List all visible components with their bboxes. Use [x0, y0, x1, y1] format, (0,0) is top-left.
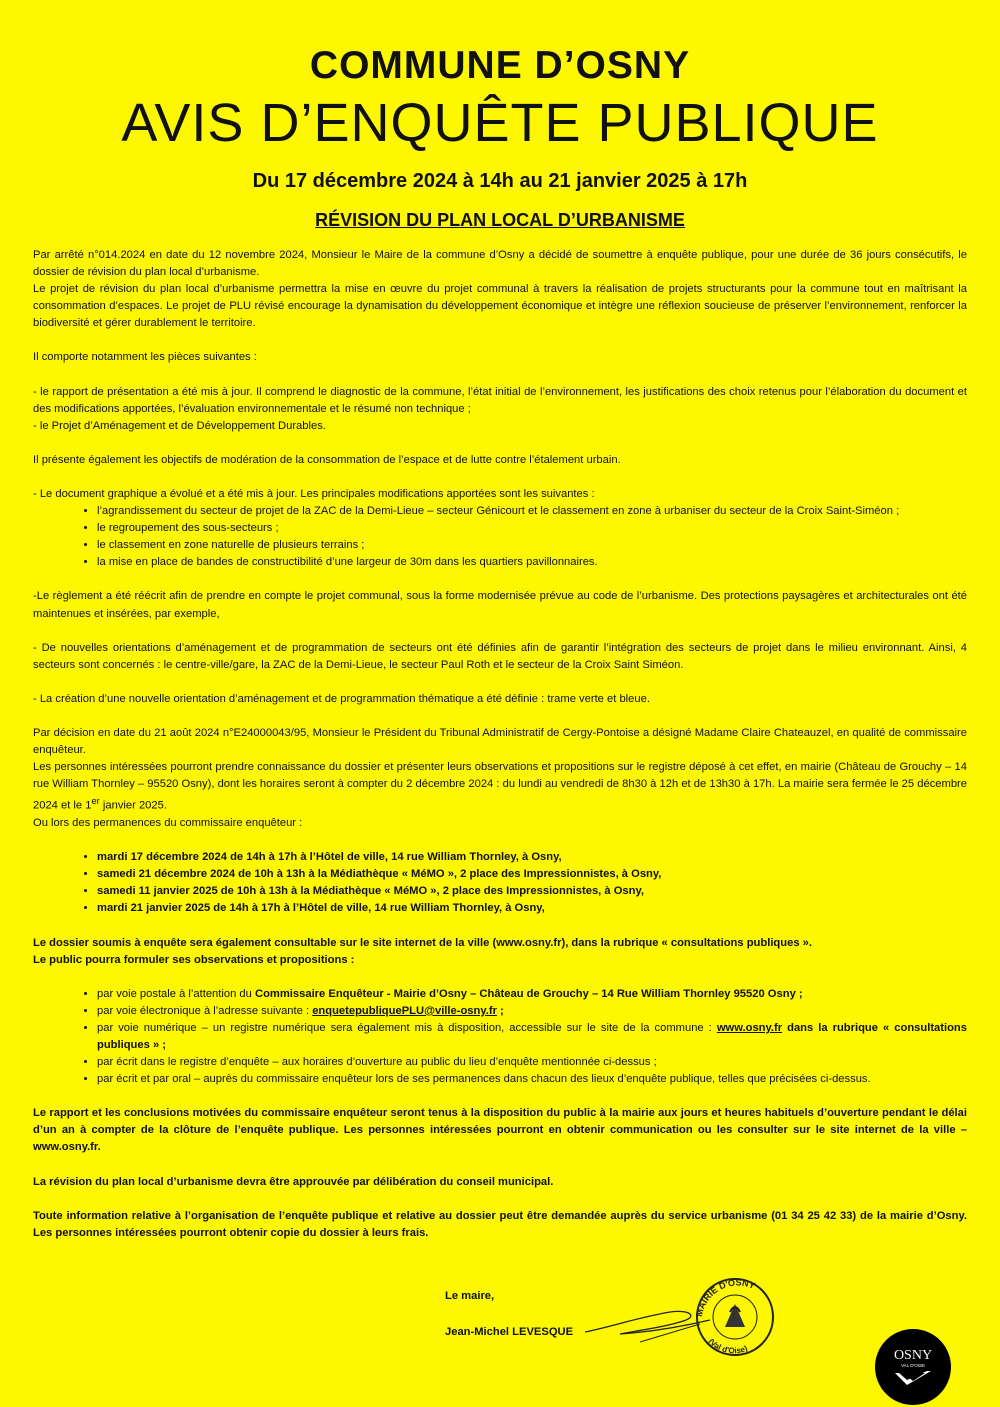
osny-logo-icon: [873, 1327, 953, 1407]
paragraph: Le dossier soumis à enquête sera également consultable sur le site internet de la ville (www.osny.fr), dans la rubrique « consultations publiques ».: [33, 936, 812, 949]
paragraph: Il présente également les objectifs de modération de la consommation de l’espace et de lutte contre l’étalement urbain.: [33, 453, 621, 466]
paragraph: Ou lors des permanences du commissaire enquêteur :: [33, 817, 303, 830]
paragraph: Le public pourra formuler ses observations et propositions :: [33, 953, 355, 966]
list-item: • mardi 21 janvier 2025 de 14h à 17h à l’Hôtel de ville, 14 rue William Thornley, à Osny,: [97, 900, 967, 917]
paragraph: - le rapport de présentation a été mis à jour. Il comprend le diagnostic de la commune, l’état initial de l’environnement, les justifications des choix retenus pour l’élaboration du document et des modifications apportées, l’évaluation environnementale et le résumé non technique ;: [33, 385, 967, 415]
svg-text:OSNY: OSNY: [893, 1348, 933, 1363]
paragraph: Le projet de révision du plan local d’urbanisme permettra la mise en œuvre du projet communal à travers la réalisation de projets structurants pour la commune tout en maîtrisant la consommation d’espaces. Le projet de PLU révisé encourage la dynamisation du développement économique et intègre une réflexion soucieuse de préserver l’environnement, renforcer la biodiversité et gérer durablement le territoire.: [33, 283, 967, 330]
commune-title: COMMUNE D’OSNY: [309, 44, 691, 87]
permanences-list: [33, 849, 967, 917]
list-item: • le classement en zone naturelle de plusieurs terrains ;: [97, 537, 967, 554]
paragraph: Par arrêté n°014.2024 en date du 12 novembre 2024, Monsieur le Maire de la commune d’Osny a décidé de soumettre à enquête publique, pour une durée de 36 jours consécutifs, le dossier de révision du plan local d’urbanisme.: [33, 249, 967, 279]
paragraph: - De nouvelles orientations d’aménagement et de programmation de secteurs ont été définies afin de garantir l’intégration des secteurs de projet dans le milieu environnant. Ainsi, 4 secteurs sont concernés : le centre-ville/gare, la ZAC de la Demi-Lieue, le secteur Paul Roth et le secteur de la Croix Saint Siméon.: [33, 641, 967, 671]
list-item: • par voie électronique à l’adresse suivante : enquetepubliquePLU@ville-osny.fr ;: [97, 1003, 967, 1020]
list-item: • par écrit et par oral – auprès du commissaire enquêteur lors de ses permanences dans chacun des lieux d’enquête publique, telles que précisées ci-dessus.: [97, 1071, 967, 1088]
paragraph: La révision du plan local d’urbanisme devra être approuvée par délibération du conseil municipal.: [33, 1175, 554, 1188]
svg-text:(Val d'Oise): (Val d'Oise): [706, 1336, 749, 1356]
notice-title: AVIS D’ENQUÊTE PUBLIQUE: [121, 93, 879, 153]
subject-heading: RÉVISION DU PLAN LOCAL D’URBANISME: [315, 210, 685, 230]
signature-role: Le maire,: [445, 1290, 495, 1302]
inquiry-dates: Du 17 décembre 2024 à 14h au 21 janvier 2025 à 17h: [252, 170, 748, 192]
channels-list: [33, 986, 967, 1089]
mayor-stamp-icon: [580, 1272, 780, 1362]
signature-name: Jean-Michel LEVESQUE: [445, 1326, 574, 1338]
paragraph: Il comporte notamment les pièces suivantes :: [33, 351, 257, 364]
list-item: • par écrit dans le registre d’enquête – aux horaires d’ouverture au public du lieu d’enquête mentionnée ci-dessus ;: [97, 1054, 967, 1071]
svg-text:VAL D'OISE: VAL D'OISE: [900, 1363, 926, 1368]
paragraph: - le Projet d’Aménagement et de Développement Durables.: [33, 419, 326, 432]
email-link[interactable]: enquetepubliquePLU@ville-osny.fr: [312, 1004, 497, 1017]
list-item: • par voie postale à l’attention du Commissaire Enquêteur - Mairie d’Osny – Château de Grouchy – 14 Rue William Thornley 95520 Osny ;: [97, 986, 967, 1003]
list-item: • par voie numérique – un registre numérique sera également mis à disposition, accessible sur le site de la commune : www.osny.fr dans la rubrique « consultations publiques » ;: [97, 1020, 967, 1054]
list-item: • samedi 21 décembre 2024 de 10h à 13h à la Médiathèque « MéMO », 2 place des Impressionnistes, à Osny,: [97, 866, 967, 883]
website-link[interactable]: www.osny.fr: [716, 1021, 783, 1034]
paragraph: - La création d’une nouvelle orientation d’aménagement et de programmation thématique a été définie : trame verte et bleue.: [33, 692, 650, 705]
paragraph: Les personnes intéressées pourront prendre connaissance du dossier et présenter leurs observations et propositions sur le registre déposé à cet effet, en mairie (Château de Grouchy – 14 rue William Thornley – 95520 Osny), dont les horaires seront à compter du 2 décembre 2024 : du lundi au vendredi de 8h30 à 12h et de 13h30 à 17h. La mairie sera fermée le 25 décembre 2024 et le 1er janvier 2025.: [33, 761, 967, 812]
paragraph: Par décision en date du 21 août 2024 n°E24000043/95, Monsieur le Président du Tribunal Administratif de Cergy-Pontoise a désigné Madame Claire Chateauzel, en qualité de commissaire enquêteur.: [33, 726, 967, 756]
modifications-list: [33, 503, 967, 571]
notice-body: [33, 247, 967, 1242]
paragraph: Le rapport et les conclusions motivées du commissaire enquêteur seront tenus à la disposition du public à la mairie aux jours et heures habituels d’ouverture pendant le délai d’un an à compter de la clôture de l’enquête publique. Les personnes intéressées pourront en obtenir communication ou les consulter sur le site internet de la ville – www.osny.fr.: [33, 1107, 967, 1154]
svg-text:MAIRIE D'OSNY: MAIRIE D'OSNY: [694, 1277, 757, 1318]
list-item: • mardi 17 décembre 2024 de 14h à 17h à l’Hôtel de ville, 14 rue William Thornley, à Osny,: [97, 849, 967, 866]
paragraph: - Le document graphique a évolué et a été mis à jour. Les principales modifications apportées sont les suivantes :: [33, 487, 595, 500]
list-item: • la mise en place de bandes de constructibilité d’une largeur de 30m dans les quartiers pavillonnaires.: [97, 554, 967, 571]
list-item: • le regroupement des sous-secteurs ;: [97, 520, 967, 537]
list-item: • samedi 11 janvier 2025 de 10h à 13h à la Médiathèque « MéMO », 2 place des Impressionnistes, à Osny,: [97, 883, 967, 900]
paragraph: -Le règlement a été réécrit afin de prendre en compte le projet communal, sous la forme modernisée prévue au code de l’urbanisme. Des protections paysagères et architecturales ont été maintenues et insérées, par exemple,: [33, 590, 967, 620]
list-item: • l’agrandissement du secteur de projet de la ZAC de la Demi-Lieue – secteur Génicourt et le classement en zone à urbaniser du secteur de la Croix Saint-Siméon ;: [97, 503, 967, 520]
paragraph: Toute information relative à l’organisation de l’enquête publique et relative au dossier peut être demandée auprès du service urbanisme (01 34 25 42 33) de la mairie d’Osny. Les personnes intéressées pourront obtenir copie du dossier à leurs frais.: [33, 1209, 967, 1239]
